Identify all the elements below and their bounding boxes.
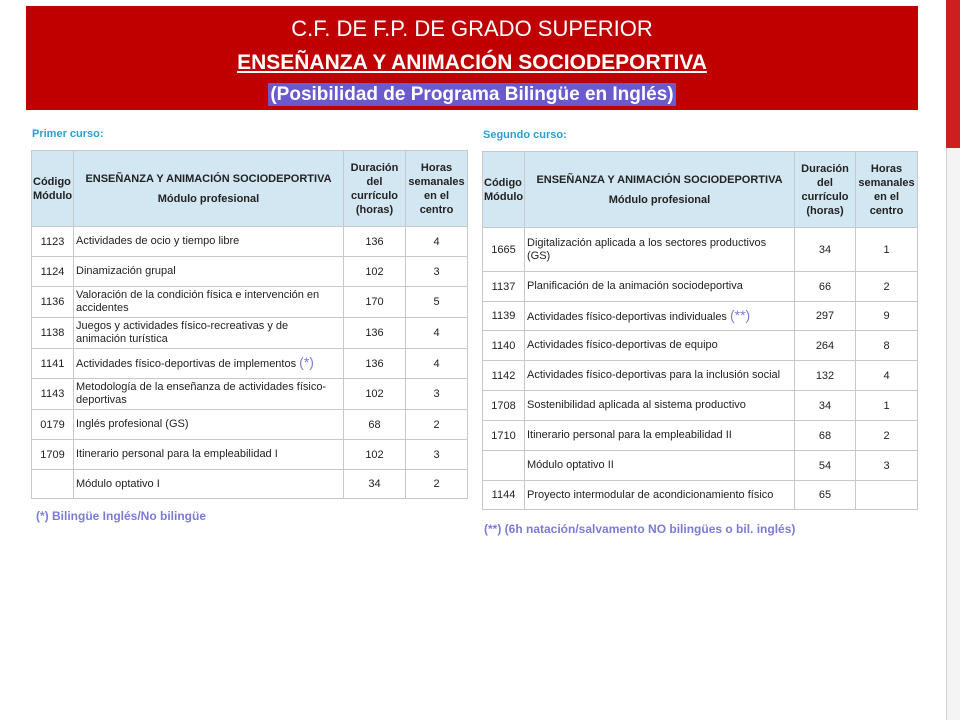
module-weekly-hours: 4 xyxy=(406,227,468,257)
module-weekly-hours: 3 xyxy=(406,379,468,410)
header-code: Código Módulo xyxy=(32,151,74,227)
module-name: Actividades físico-deportivas de implementos xyxy=(76,358,297,370)
module-code: 1124 xyxy=(32,257,74,287)
module-code: 1143 xyxy=(32,379,74,410)
table-row xyxy=(32,349,468,379)
module-name-cell xyxy=(525,361,795,391)
module-name-cell xyxy=(74,349,344,379)
module-duration: 34 xyxy=(795,391,856,421)
module-duration: 66 xyxy=(795,272,856,302)
module-name: Módulo optativo II xyxy=(527,459,614,471)
table-row xyxy=(483,331,918,361)
table-row xyxy=(32,470,468,499)
table-row xyxy=(32,227,468,257)
segundo-curso-table xyxy=(482,151,918,510)
module-code: 0179 xyxy=(32,410,74,440)
module-weekly-hours: 4 xyxy=(856,361,918,391)
module-code: 1141 xyxy=(32,349,74,379)
table-row xyxy=(483,421,918,451)
module-weekly-hours: 4 xyxy=(406,318,468,349)
module-name-cell xyxy=(74,257,344,287)
module-duration: 102 xyxy=(344,379,406,410)
module-duration: 34 xyxy=(795,228,856,272)
segundo-curso-label: Segundo curso: xyxy=(483,129,567,141)
table-row xyxy=(32,287,468,318)
module-name-cell xyxy=(74,410,344,440)
banner-line-1: C.F. DE F.P. DE GRADO SUPERIOR xyxy=(291,16,653,41)
header-duration: Duración del currículo (horas) xyxy=(344,151,406,227)
header-hours: Horas semanales en el centro xyxy=(406,151,468,227)
module-name: Inglés profesional (GS) xyxy=(76,418,189,430)
module-name: Itinerario personal para la empleabilidad II xyxy=(527,429,732,441)
module-code xyxy=(483,451,525,481)
module-name-cell xyxy=(74,287,344,318)
module-weekly-hours: 3 xyxy=(406,440,468,470)
module-name-cell xyxy=(74,227,344,257)
table-row xyxy=(483,361,918,391)
table-row xyxy=(483,391,918,421)
module-name-cell xyxy=(525,228,795,272)
module-weekly-hours: 1 xyxy=(856,391,918,421)
module-code: 1710 xyxy=(483,421,525,451)
table-row xyxy=(483,451,918,481)
table-row xyxy=(483,228,918,272)
module-name: Actividades físico-deportivas individuales xyxy=(527,310,727,323)
module-name-cell xyxy=(74,379,344,410)
module-duration: 136 xyxy=(344,318,406,349)
segundo-footnote: (**) (6h natación/salvamento NO bilingües o bil. inglés) xyxy=(484,522,796,536)
module-code: 1139 xyxy=(483,302,525,331)
header-module xyxy=(525,152,795,228)
module-name: Actividades de ocio y tiempo libre xyxy=(76,235,240,247)
primer-curso-label: Primer curso: xyxy=(32,128,104,140)
header-module-label: Módulo profesional xyxy=(608,193,711,206)
module-code: 1136 xyxy=(32,287,74,318)
module-code: 1144 xyxy=(483,481,525,510)
module-weekly-hours: 2 xyxy=(406,470,468,499)
module-code xyxy=(32,470,74,499)
module-name: Valoración de la condición física e intervención en accidentes xyxy=(76,289,320,314)
module-name: Digitalización aplicada a los sectores productivos (GS) xyxy=(527,236,767,262)
module-code: 1665 xyxy=(483,228,525,272)
module-weekly-hours: 9 xyxy=(856,302,918,331)
banner-line-3: (Posibilidad de Programa Bilingüe en Inglés) xyxy=(270,84,674,105)
header-duration: Duración del currículo (horas) xyxy=(795,152,856,228)
table-row xyxy=(32,410,468,440)
module-weekly-hours: 1 xyxy=(856,228,918,272)
module-duration: 68 xyxy=(795,421,856,451)
module-name-cell xyxy=(525,421,795,451)
module-name: Sostenibilidad aplicada al sistema productivo xyxy=(527,399,746,411)
module-weekly-hours: 2 xyxy=(856,421,918,451)
header-hours: Horas semanales en el centro xyxy=(856,152,918,228)
module-name: Itinerario personal para la empleabilidad I xyxy=(76,448,278,460)
module-weekly-hours xyxy=(856,481,918,510)
module-weekly-hours: 4 xyxy=(406,349,468,379)
module-name-cell xyxy=(74,440,344,470)
module-name: Metodología de la enseñanza de actividades físico-deportivas xyxy=(76,381,327,406)
module-duration: 68 xyxy=(344,410,406,440)
table-row xyxy=(32,379,468,410)
module-duration: 65 xyxy=(795,481,856,510)
banner-line-2: ENSEÑANZA Y ANIMACIÓN SOCIODEPORTIVA xyxy=(237,51,707,74)
table-row xyxy=(483,481,918,510)
module-weekly-hours: 8 xyxy=(856,331,918,361)
module-name: Actividades físico-deportivas de equipo xyxy=(527,339,718,351)
primer-footnote: (*) Bilingüe Inglés/No bilingüe xyxy=(36,509,206,523)
module-weekly-hours: 2 xyxy=(406,410,468,440)
primer-curso-table xyxy=(31,150,468,499)
module-code: 1142 xyxy=(483,361,525,391)
module-duration: 264 xyxy=(795,331,856,361)
module-name-cell xyxy=(525,391,795,421)
module-name: Proyecto intermodular de acondicionamiento físico xyxy=(527,488,774,501)
module-name: Actividades físico-deportivas para la inclusión social xyxy=(527,369,781,381)
table-row xyxy=(32,257,468,287)
module-name-cell xyxy=(525,302,795,331)
header-module xyxy=(74,151,344,227)
module-weekly-hours: 3 xyxy=(856,451,918,481)
module-name: Dinamización grupal xyxy=(76,265,176,277)
module-name-cell xyxy=(525,481,795,510)
module-name: Planificación de la animación sociodeportiva xyxy=(527,280,743,292)
module-duration: 102 xyxy=(344,440,406,470)
bilingual-mark: (**) xyxy=(730,306,751,323)
module-duration: 170 xyxy=(344,287,406,318)
bilingual-mark: (*) xyxy=(299,354,314,370)
table-row xyxy=(32,440,468,470)
module-name: Módulo optativo I xyxy=(76,477,160,490)
module-code: 1123 xyxy=(32,227,74,257)
module-duration: 136 xyxy=(344,227,406,257)
table-row xyxy=(32,318,468,349)
module-name-cell xyxy=(525,331,795,361)
module-name-cell xyxy=(74,470,344,499)
module-duration: 136 xyxy=(344,349,406,379)
module-weekly-hours: 2 xyxy=(856,272,918,302)
module-name-cell xyxy=(525,272,795,302)
module-weekly-hours: 5 xyxy=(406,287,468,318)
module-code: 1708 xyxy=(483,391,525,421)
header-code: Código Módulo xyxy=(483,152,525,228)
module-code: 1137 xyxy=(483,272,525,302)
module-weekly-hours: 3 xyxy=(406,257,468,287)
module-name: Juegos y actividades físico-recreativas y de animación turística xyxy=(76,320,289,345)
module-name-cell xyxy=(74,318,344,349)
module-code: 1709 xyxy=(32,440,74,470)
title-banner xyxy=(26,6,918,110)
module-code: 1138 xyxy=(32,318,74,349)
header-module-label: Módulo profesional xyxy=(157,192,260,205)
module-duration: 34 xyxy=(344,470,406,499)
module-duration: 132 xyxy=(795,361,856,391)
module-duration: 102 xyxy=(344,257,406,287)
header-title: ENSEÑANZA Y ANIMACIÓN SOCIODEPORTIVA xyxy=(536,173,783,186)
table-row xyxy=(483,272,918,302)
module-duration: 54 xyxy=(795,451,856,481)
header-title: ENSEÑANZA Y ANIMACIÓN SOCIODEPORTIVA xyxy=(85,172,332,185)
module-duration: 297 xyxy=(795,302,856,331)
module-name-cell xyxy=(525,451,795,481)
side-scroll-track xyxy=(946,148,960,720)
table-row xyxy=(483,302,918,331)
module-code: 1140 xyxy=(483,331,525,361)
